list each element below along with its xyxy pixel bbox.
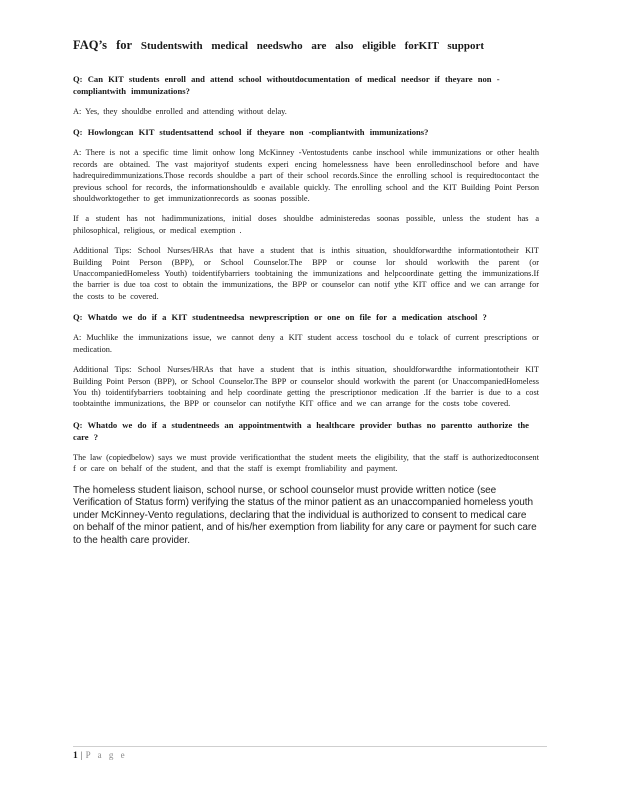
title-prefix: FAQ’s for bbox=[73, 38, 133, 52]
footer-divider bbox=[73, 746, 547, 747]
faq-additional-tips: Additional Tips: School Nurses/HRAs that have a student that is inthis situation, shouldforwardthe informationtotheir KIT Building Point Person (BPP), or School Counselor.The BPP or counselor should workwith the parent (or UnaccompaniedHomeless You th) toidentifybarriers toobtaining and help coordinate getting the prescriptionor medication .If the barrier is due to a cost toobtainthe immunizations, the BPP or counselor can notifythe KIT office and we can arrange for the costs tobe covered. bbox=[73, 365, 539, 409]
faq-item-3 bbox=[73, 311, 539, 409]
faq-answer: If a student has not hadimmunizations, initial doses shouldbe administeredas soonas possible, unless the student has a philosophical, religious, or medical exemption . bbox=[73, 214, 539, 235]
page-number: 1 bbox=[73, 751, 78, 761]
law-quote: The homeless student liaison, school nurse, or school counselor must provide written notice (see Verification of Status form) verifying the status of the minor patient as an unaccompanied homeless youth under McKinney-Vento regulations, declaring that the individual is authorized to consent to medical care on behalf of the minor patient, and of his/her exemption from liability for any care or payment for such care to the health care provider. bbox=[73, 484, 537, 546]
faq-item-1 bbox=[73, 73, 539, 117]
page-content bbox=[73, 38, 539, 548]
document-title bbox=[73, 38, 539, 53]
faq-additional-tips: Additional Tips: School Nurses/HRAs that have a student that is inthis situation, shouldforwardthe informationtotheir KIT Building Point Person (BPP), or School Counselor.The BPP or counse lor should workwith the parent (or UnaccompaniedHomeless Youth) toidentifybarriers toobtaining the immunizations and helpcoordinate getting the immunizations.If the barrier is due toa cost to obtain the immunizations, the BPP or counselor can notif ythe KIT office and we can arrange for the costs to be covered. bbox=[73, 246, 539, 301]
faq-item-2 bbox=[73, 126, 539, 302]
faq-question: Q: Can KIT students enroll and attend school withoutdocumentation of medical needsor if theyare non - compliantwith immunizations? bbox=[73, 74, 500, 96]
faq-question: Q: Howlongcan KIT studentsattend school if theyare non -compliantwith immunizations? bbox=[73, 127, 429, 138]
faq-answer: A: Muchlike the immunizations issue, we cannot deny a KIT student access toschool du e tolack of current prescriptions or medication. bbox=[73, 333, 539, 354]
faq-answer: A: Yes, they shouldbe enrolled and attending without delay. bbox=[73, 107, 287, 116]
faq-question: Q: Whatdo we do if a KIT studentneedsa newprescription or one on file for a medication atschool ? bbox=[73, 312, 487, 323]
faq-question: Q: Whatdo we do if a studentneeds an appointmentwith a healthcare provider buthas no parentto authorize the care ? bbox=[73, 419, 529, 442]
faq-item-4 bbox=[73, 419, 539, 475]
page-label: P a g e bbox=[85, 750, 128, 760]
page-footer bbox=[73, 750, 127, 761]
title-rest: Studentswith medical needswho are also eligible forKIT support bbox=[140, 40, 485, 52]
faq-answer: The law (copiedbelow) says we must provide verificationthat the student meets the eligibility, that the staff is authorizedtoconsent f or care on behalf of the student, and that the staff is exempt fromliability and payment. bbox=[73, 452, 539, 474]
faq-answer: A: There is not a specific time limit onhow long McKinney -Ventostudents canbe inschool while immunizations or other health records are obtained. The vast majorityof students experi encing homelessness have been enrolledinschool before and have hadrequiredimmunizations.Those records shouldbe a part of their school records.Since the enrolling school is requiredtocontact the previous school for records, the informationshouldb e available quickly. The enrolling school and the KIT Building Point Person shouldworktogether to get immunizationrecords as soonas possible. bbox=[73, 148, 539, 204]
footer-separator: | bbox=[80, 751, 83, 761]
